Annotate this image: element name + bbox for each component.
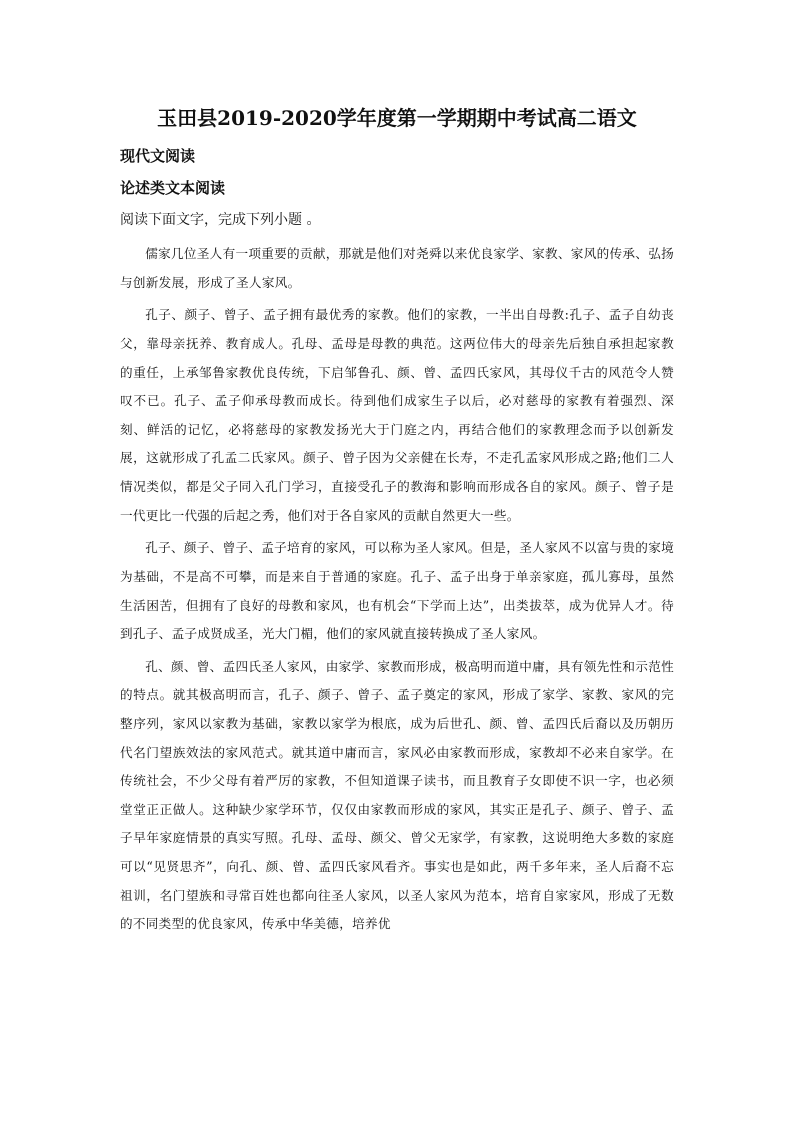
paragraph: 孔子、颜子、曾子、孟子培育的家风，可以称为圣人家风。但是，圣人家风不以富与贵的家境为基础，不是高不可攀，而是来自于普通的家庭。孔子、孟子出身于单亲家庭，孤儿寡母，虽然生活困苦，但拥有了良好的母教和家风，也有机会“下学而上达”，出类拔萃，成为优异人才。待到孔子、孟子成贤成圣，光大门楣，他们的家风就直接转换成了圣人家风。	[120, 540, 674, 642]
paragraph: 孔、颜、曾、孟四氏圣人家风，由家学、家教而形成，极高明而道中庸，具有领先性和示范性的特点。就其极高明而言，孔子、颜子、曾子、孟子奠定的家风，形成了家学、家教、家风的完整序列，家风以家教为基础，家教以家学为根底，成为后世孔、颜、曾、孟四氏后裔以及历朝历代名门望族效法的家风范式。就其道中庸而言，家风必由家教而形成，家教却不必来自家学。在传统社会，不少父母有着严厉的家教，不但知道课子读书，而且教育子女即使不识一字，也必须堂堂正正做人。这种缺少家学环节，仅仅由家教而形成的家风，其实正是孔子、颜子、曾子、孟子早年家庭情景的真实写照。孔母、孟母、颜父、曾父无家学，有家教，这说明绝大多数的家庭可以“见贤思齐”，向孔、颜、曾、孟四氏家风看齐。事实也是如此，两千多年来，圣人后裔不忘祖训，名门望族和寻常百姓也都向往圣人家风，以圣人家风为范本，培育自家家风，形成了无数的不同类型的优良家风，传承中华美德，培养优	[120, 658, 674, 932]
paragraph: 儒家几位圣人有一项重要的贡献，那就是他们对尧舜以来优良家学、家教、家风的传承、弘扬与创新发展，形成了圣人家风。	[120, 246, 674, 290]
reading-instruction: 阅读下面文字，完成下列小题 。	[120, 212, 321, 228]
paragraph: 孔子、颜子、曾子、孟子拥有最优秀的家教。他们的家教，一半出自母教:孔子、孟子自幼丧父，靠母亲抚养、教育成人。孔母、孟母是母教的典范。这两位伟大的母亲先后独自承担起家教的重任，上承邹鲁家教优良传统，下启邹鲁孔、颜、曾、孟四氏家风，其母仪千古的风范令人赞叹不已。孔子、孟子仰承母教而成长。待到他们成家生子以后，必对慈母的家教有着强烈、深刻、鲜活的记忆，必将慈母的家教发扬光大于门庭之内，再结合他们的家教理念而予以创新发展，这就形成了孔孟二氏家风。颜子、曾子因为父亲健在长寿，不走孔孟家风形成之路;他们二人情况类似，都是父子同入孔门学习，直接受孔子的教海和影响而形成各自的家风。颜子、曾子是一代更比一代强的后起之秀，他们对于各自家风的贡献自然更大一些。	[120, 307, 674, 523]
article-body	[120, 240, 674, 943]
section-heading: 现代文阅读	[120, 147, 196, 165]
document-title: 玉田县2019-2020学年度第一学期期中考试高二语文	[157, 106, 637, 130]
subsection-heading: 论述类文本阅读	[120, 179, 226, 197]
